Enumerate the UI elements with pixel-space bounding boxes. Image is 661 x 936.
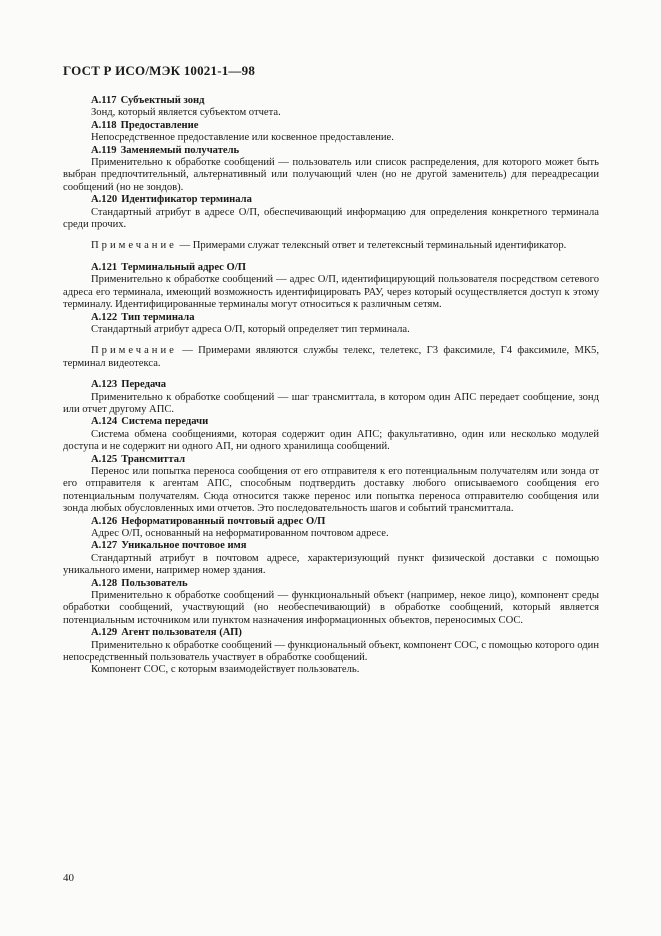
term-heading [63,262,599,274]
term-number: A.126 [91,515,118,527]
term-name: Агент пользователя (АП) [121,627,242,639]
term-heading [63,312,599,324]
definition-paragraph: Стандартный атрибут адреса О/П, который определяет тип терминала. [91,323,410,335]
definition-paragraph: Адрес О/П, основанный на неформатированном почтовом адресе. [91,528,389,539]
term-heading [63,379,599,391]
term-heading [63,145,599,157]
term-number: A.118 [91,119,117,131]
term-number: A.121 [91,261,118,273]
definition-paragraph: Непосредственное предоставление или косвенное предоставление. [91,132,394,144]
term-name: Терминальный адрес О/П [121,261,246,273]
term-name: Пользователь [121,577,188,589]
definition-paragraph: Компонент СОС, с которым взаимодействует пользователь. [91,664,360,676]
definition-paragraph: Перенос или попытка переноса сообщения от его отправителя к его потенциальным получателям или зонда от его отправителя к агентам АПС, способным подтвердить доставку любого описываемого сообщения его потенциальным получателям. Сюда относится также перенос или попытка переноса отправителю сообщения или зонда любых обусловленных ими отчетов. Это последовательность шагов и событий трансмиттала. [63,465,599,515]
definition-paragraph: Применительно к обработке сообщений — пользователь или список распределения, для которого может быть выбран предпочтительный, альтернативный или получающий член (но не другой заменитель) для переадресации сообщений (но не зондов). [63,157,599,193]
term-name: Система передачи [121,416,209,428]
term-name: Заменяемый получатель [120,144,240,156]
definition-paragraph: Стандартный атрибут в почтовом адресе, характеризующий пункт физической доставки с помощью уникального имени, например номер здания. [63,552,599,577]
term-name: Предоставление [120,119,199,131]
term-number: A.124 [91,416,118,428]
term-number: A.119 [91,144,117,156]
note-paragraph [63,345,599,370]
term-heading [63,120,599,132]
term-name: Субъектный зонд [120,95,205,106]
document-body [63,95,599,677]
term-heading [63,194,599,206]
definition-paragraph: Применительно к обработке сообщений — функциональный объект (например, некое лицо), компонент среды обработки сообщений, участвующий (но необеспечивающий) в обработке сообщений, который является потенциальным источником или пунктом назначения информационных объектов, переносимых СОС. [63,590,599,626]
term-number: A.123 [91,379,118,391]
term-heading [63,416,599,428]
term-name: Уникальное почтовое имя [121,540,247,552]
note-paragraph [63,240,599,252]
term-name: Неформатированный почтовый адрес О/П [121,515,326,527]
term-heading [63,95,599,107]
definition-paragraph: Стандартный атрибут в адресе О/П, обеспечивающий информацию для определения конкретного терминала среди прочих. [63,206,599,231]
note-label: Примечание [91,240,177,252]
note-text: — Примерами служат телексный ответ и телетексный терминальный идентификатор. [179,240,567,252]
page-number: 40 [63,872,74,884]
note-label: Примечание [91,345,177,357]
term-number: A.117 [91,95,117,106]
definition-paragraph: Зонд, который является субъектом отчета. [91,107,281,119]
term-number: A.129 [91,627,118,639]
term-number: A.127 [91,540,118,552]
term-number: A.120 [91,194,118,206]
term-number: A.128 [91,577,118,589]
definition-paragraph: Система обмена сообщениями, которая содержит один АПС; факультативно, один или несколько модулей доступа и не содержит ни одного АП, ни одного хранилища сообщений. [63,428,599,453]
term-name: Идентификатор терминала [121,194,252,206]
term-number: A.125 [91,453,118,465]
term-heading [63,454,599,466]
definition-paragraph: Применительно к обработке сообщений — адрес О/П, идентифицирующий пользователя посредством сетевого адреса его терминала, имеющий возможность идентифицировать РАУ, через который осуществляется доступ к этому терминалу. Идентифицированные терминалы могут относиться к различным сетям. [63,274,599,311]
definition-paragraph: Применительно к обработке сообщений — функциональный объект, компонент СОС, с помощью которого один непосредственный пользователь участвует в обработке сообщений. [63,639,599,664]
definition-paragraph: Применительно к обработке сообщений — шаг трансмиттала, в котором один АПС передает сообщение, зонд или отчет другому АПС. [63,391,599,415]
note-text: — Примерами являются службы телекс, телетекс, Г3 факсимиле, Г4 факсимиле, МК5, терминал видеотекса. [63,345,599,369]
term-name: Передача [121,379,167,391]
term-heading [63,516,599,528]
document-header: ГОСТ Р ИСО/МЭК 10021-1—98 [63,63,256,78]
term-heading [63,578,599,590]
term-heading [63,627,599,639]
term-number: A.122 [91,311,118,323]
term-name: Трансмиттал [121,453,186,465]
term-heading [63,540,599,552]
term-name: Тип терминала [121,311,195,323]
